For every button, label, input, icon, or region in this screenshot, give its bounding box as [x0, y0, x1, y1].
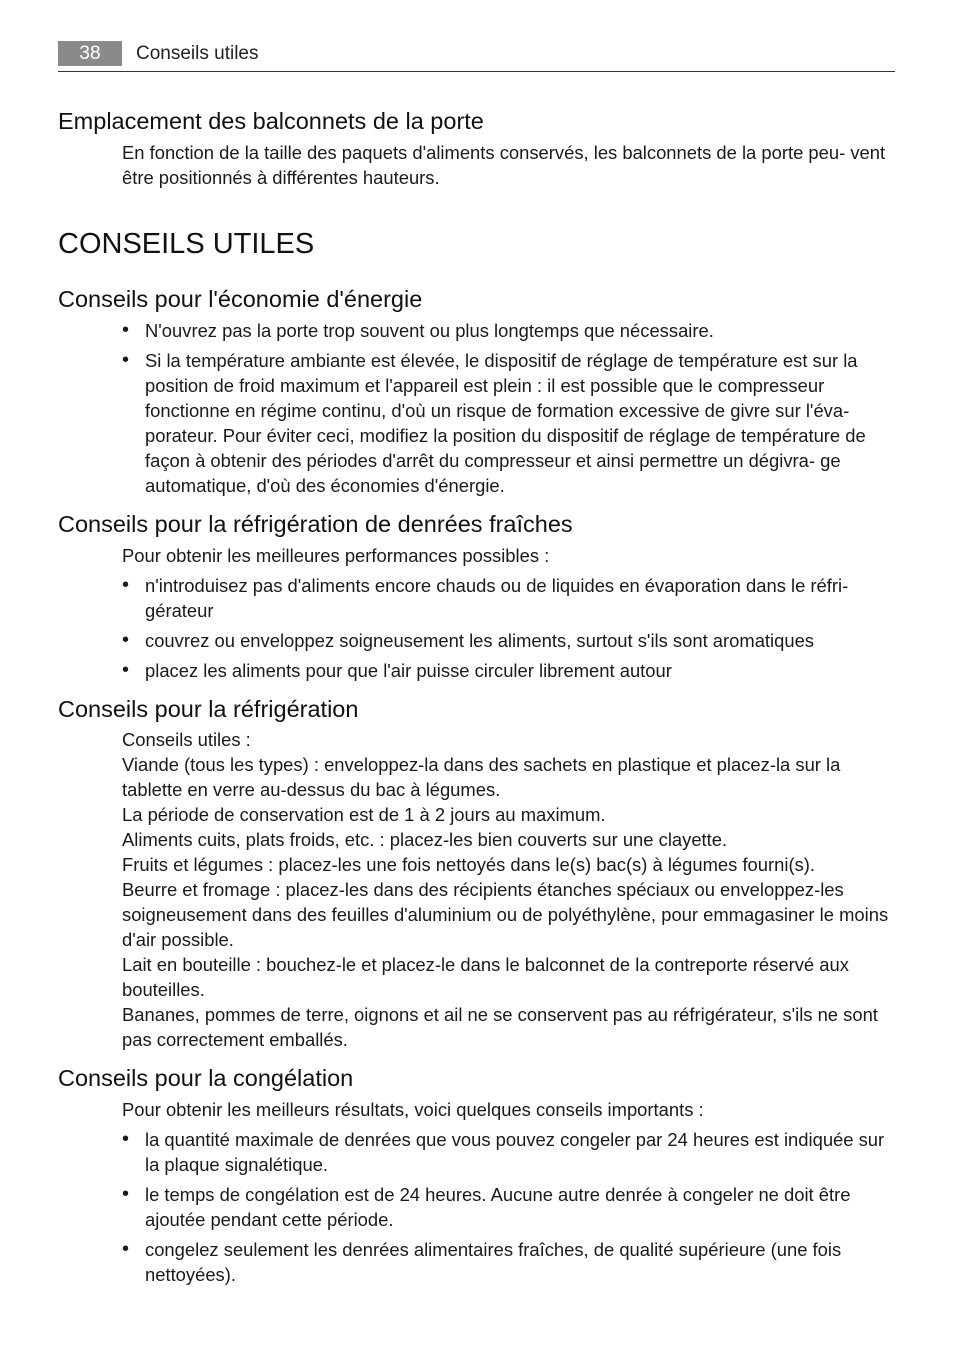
freezing-list — [58, 1127, 895, 1287]
list-item: • N'ouvrez pas la porte trop souvent ou plus longtemps que nécessaire. — [58, 318, 895, 343]
heading-refrigeration: Conseils pour la réfrigération — [58, 696, 359, 722]
heading-energy: Conseils pour l'économie d'énergie — [58, 286, 423, 312]
heading-fresh-food: Conseils pour la réfrigération de denrées fraîches — [58, 511, 573, 537]
text-line: Bananes, pommes de terre, oignons et ail ne se conservent pas au réfrigérateur, s'ils ne sont pas correctement emballés. — [122, 1004, 878, 1050]
text-line: Aliments cuits, plats froids, etc. : placez-les bien couverts sur une clayette. — [122, 829, 728, 850]
list-item: • la quantité maximale de denrées que vous pouvez congeler par 24 heures est indiquée sur la plaque signalétique. — [58, 1127, 895, 1177]
page-header — [58, 41, 895, 72]
list-item: • Si la température ambiante est élevée, le dispositif de réglage de température est sur la position de froid maximum et l'appareil est plein : il est possible que le compresseur fonctionne en régime continu, d'où un risque de formation excessive de givre sur l'éva- porateur. Pour éviter ceci, modifiez la position du dispositif de réglage de température de façon à obtenir des périodes d'arrêt du compresseur et ainsi permettre un dégivra- ge automatique, d'où des économies d'énergie. — [58, 348, 895, 498]
freezing-intro: Pour obtenir les meilleurs résultats, voici quelques conseils importants : — [122, 1099, 704, 1120]
text-line: Viande (tous les types) : enveloppez-la dans des sachets en plastique et placez-la sur la tablette en verre au-dessus du bac à légumes. — [122, 754, 841, 800]
energy-list — [58, 318, 895, 498]
text-line: Beurre et fromage : placez-les dans des récipients étanches spéciaux ou enveloppez-les soigneusement dans des feuilles d'aluminium ou de polyéthylène, pour emmagasiner le moins d'air possible. — [122, 879, 889, 950]
text-line: La période de conservation est de 1 à 2 jours au maximum. — [122, 804, 606, 825]
fresh-food-intro: Pour obtenir les meilleures performances possibles : — [122, 545, 550, 566]
list-item: • le temps de congélation est de 24 heures. Aucune autre denrée à congeler ne doit être ajoutée pendant cette période. — [58, 1182, 895, 1232]
refrigeration-text — [122, 727, 895, 1052]
page-content — [58, 105, 895, 1287]
list-item: • placez les aliments pour que l'air puisse circuler librement autour — [58, 658, 895, 683]
door-shelves-text: En fonction de la taille des paquets d'aliments conservés, les balconnets de la porte peu- vent être positionnés à différentes hauteurs. — [122, 142, 886, 188]
list-item: • couvrez ou enveloppez soigneusement les aliments, surtout s'ils sont aromatiques — [58, 628, 895, 653]
list-item: • n'introduisez pas d'aliments encore chauds ou de liquides en évaporation dans le réfri- gérateur — [58, 573, 895, 623]
section-title: CONSEILS UTILES — [58, 228, 315, 260]
list-item: • congelez seulement les denrées alimentaires fraîches, de qualité supérieure (une fois nettoyées). — [58, 1237, 895, 1287]
heading-door-shelves: Emplacement des balconnets de la porte — [58, 108, 484, 134]
fresh-food-list — [58, 573, 895, 683]
text-line: Conseils utiles : — [122, 729, 251, 750]
page-number: 38 — [58, 41, 122, 66]
running-title: Conseils utiles — [136, 43, 259, 64]
text-line: Fruits et légumes : placez-les une fois nettoyés dans le(s) bac(s) à légumes fourni(s). — [122, 854, 816, 875]
text-line: Lait en bouteille : bouchez-le et placez-le dans le balconnet de la contreporte réservé aux bouteilles. — [122, 954, 849, 1000]
heading-freezing: Conseils pour la congélation — [58, 1065, 354, 1091]
